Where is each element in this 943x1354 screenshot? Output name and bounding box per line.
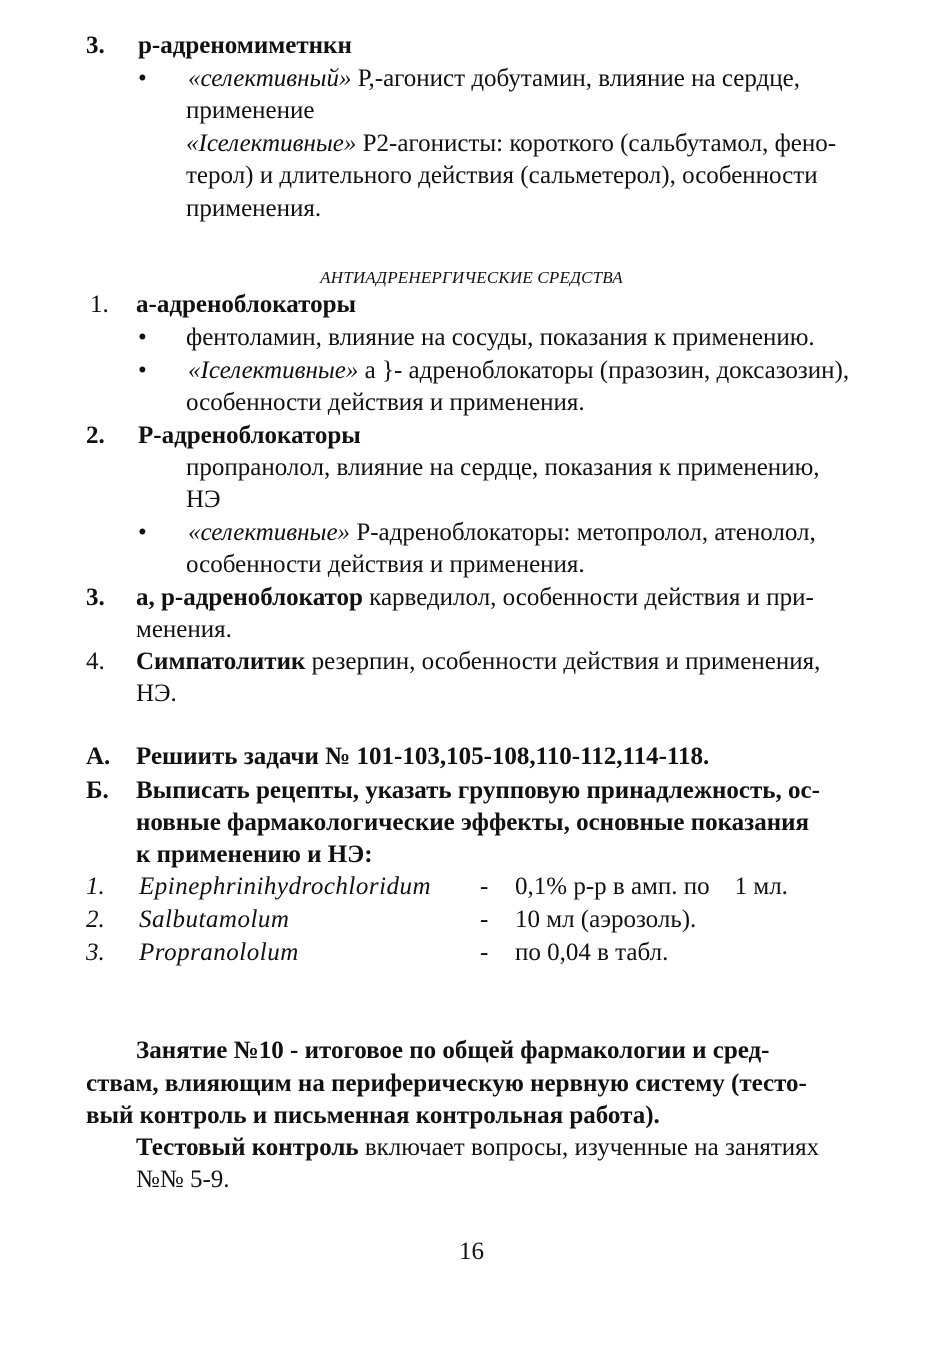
bullet-text: фентоламин, влияние на сосуды, показания к применению. (186, 324, 815, 351)
bullet-continuation: особенности действия и применения. (186, 389, 585, 416)
rx-dose: по 0,04 в табл. (515, 939, 669, 966)
task-label: А. (86, 743, 111, 770)
test-control-line (136, 1132, 819, 1165)
lesson-heading: Занятие №10 - итоговое по общей фармакологии и сред- (136, 1037, 770, 1064)
item-heading: Симпатолитик (136, 648, 306, 675)
rx-number: 3. (86, 939, 105, 966)
text-run: резерпин, особенности действия и применения, (305, 648, 821, 675)
italic-term: «селективный» (188, 65, 352, 92)
bullet-text (188, 63, 800, 96)
text-line (186, 128, 836, 161)
text-line: НЭ. (136, 680, 177, 707)
italic-term: «Iселективные» (186, 130, 357, 157)
item-line (136, 582, 814, 615)
text-run: включает вопросы, изученные на занятиях (358, 1134, 820, 1161)
item-number: 2. (86, 422, 105, 449)
bullet-continuation: применение (186, 97, 315, 124)
rx-drug-name: Salbutamolum (139, 906, 290, 933)
bullet-text (188, 355, 849, 388)
rx-number: 2. (86, 906, 105, 933)
item-number: 1. (90, 291, 109, 318)
bullet-text (188, 517, 816, 550)
section-title: АНТИАДРЕНЕРГИЧЕСКИЕ СРЕДСТВА (320, 268, 623, 287)
text-line: пропранолол, влияние на сердце, показания к применению, (186, 454, 820, 481)
task-text: новные фармакологические эффекты, основные показания (136, 809, 810, 836)
item-heading: а, р-адреноблокатор (136, 584, 363, 611)
text-run: а }- адреноблокаторы (празозин, доксазозин), (358, 357, 850, 384)
item-heading: а-адреноблокаторы (136, 291, 357, 318)
lesson-heading: вый контроль и письменная контрольная работа). (86, 1102, 660, 1129)
bullet-mark: • (138, 65, 147, 92)
text-line: менения. (136, 616, 232, 643)
item-number: 3. (86, 32, 105, 59)
text-run: карведилол, особенности действия и при- (362, 584, 814, 611)
rx-drug-name: Epinephrinihydrochloridum (139, 873, 432, 900)
item-number: 4. (86, 648, 105, 675)
task-text: Выписать рецепты, указать групповую принадлежность, ос- (136, 777, 820, 804)
italic-term: «селективные» (188, 519, 351, 546)
rx-dose: 0,1% р-р в амп. по 1 мл. (515, 873, 788, 900)
bullet-mark: • (138, 324, 147, 351)
text-line: применения. (186, 195, 322, 222)
bullet-continuation: особенности действия и применения. (186, 551, 585, 578)
task-text: Решиить задачи № 101-103,105-108,110-112,114-118. (136, 743, 710, 770)
rx-dash: - (480, 873, 489, 900)
text-run: Р2-агонисты: короткого (сальбутамол, фено- (356, 130, 837, 157)
bullet-mark: • (138, 519, 147, 546)
text-line: №№ 5-9. (136, 1166, 230, 1193)
rx-number: 1. (86, 873, 105, 900)
test-control-label: Тестовый контроль (136, 1134, 359, 1161)
rx-dash: - (480, 939, 489, 966)
bullet-mark: • (138, 357, 147, 384)
text-line: НЭ (186, 486, 221, 513)
task-label: Б. (86, 777, 109, 804)
italic-term: «Iселективные» (188, 357, 359, 384)
text-line: терол) и длительного действия (сальметерол), особенности (186, 162, 818, 189)
item-heading: Р-адреноблокаторы (138, 422, 361, 449)
rx-dose: 10 мл (аэрозоль). (515, 906, 697, 933)
task-text: к применению и НЭ: (136, 841, 373, 868)
rx-drug-name: Propranololum (139, 939, 299, 966)
rx-dash: - (480, 906, 489, 933)
item-line (136, 646, 820, 679)
text-run: Р-адреноблокаторы: метопролол, атенолол, (350, 519, 816, 546)
page-number: 16 (459, 1238, 484, 1265)
text-run: Р,-агонист добутамин, влияние на сердце, (351, 65, 800, 92)
item-number: 3. (86, 584, 105, 611)
lesson-heading: ствам, влияющим на периферическую нервную систему (тесто- (86, 1070, 807, 1097)
item-heading: р-адреномиметнкн (138, 32, 352, 59)
